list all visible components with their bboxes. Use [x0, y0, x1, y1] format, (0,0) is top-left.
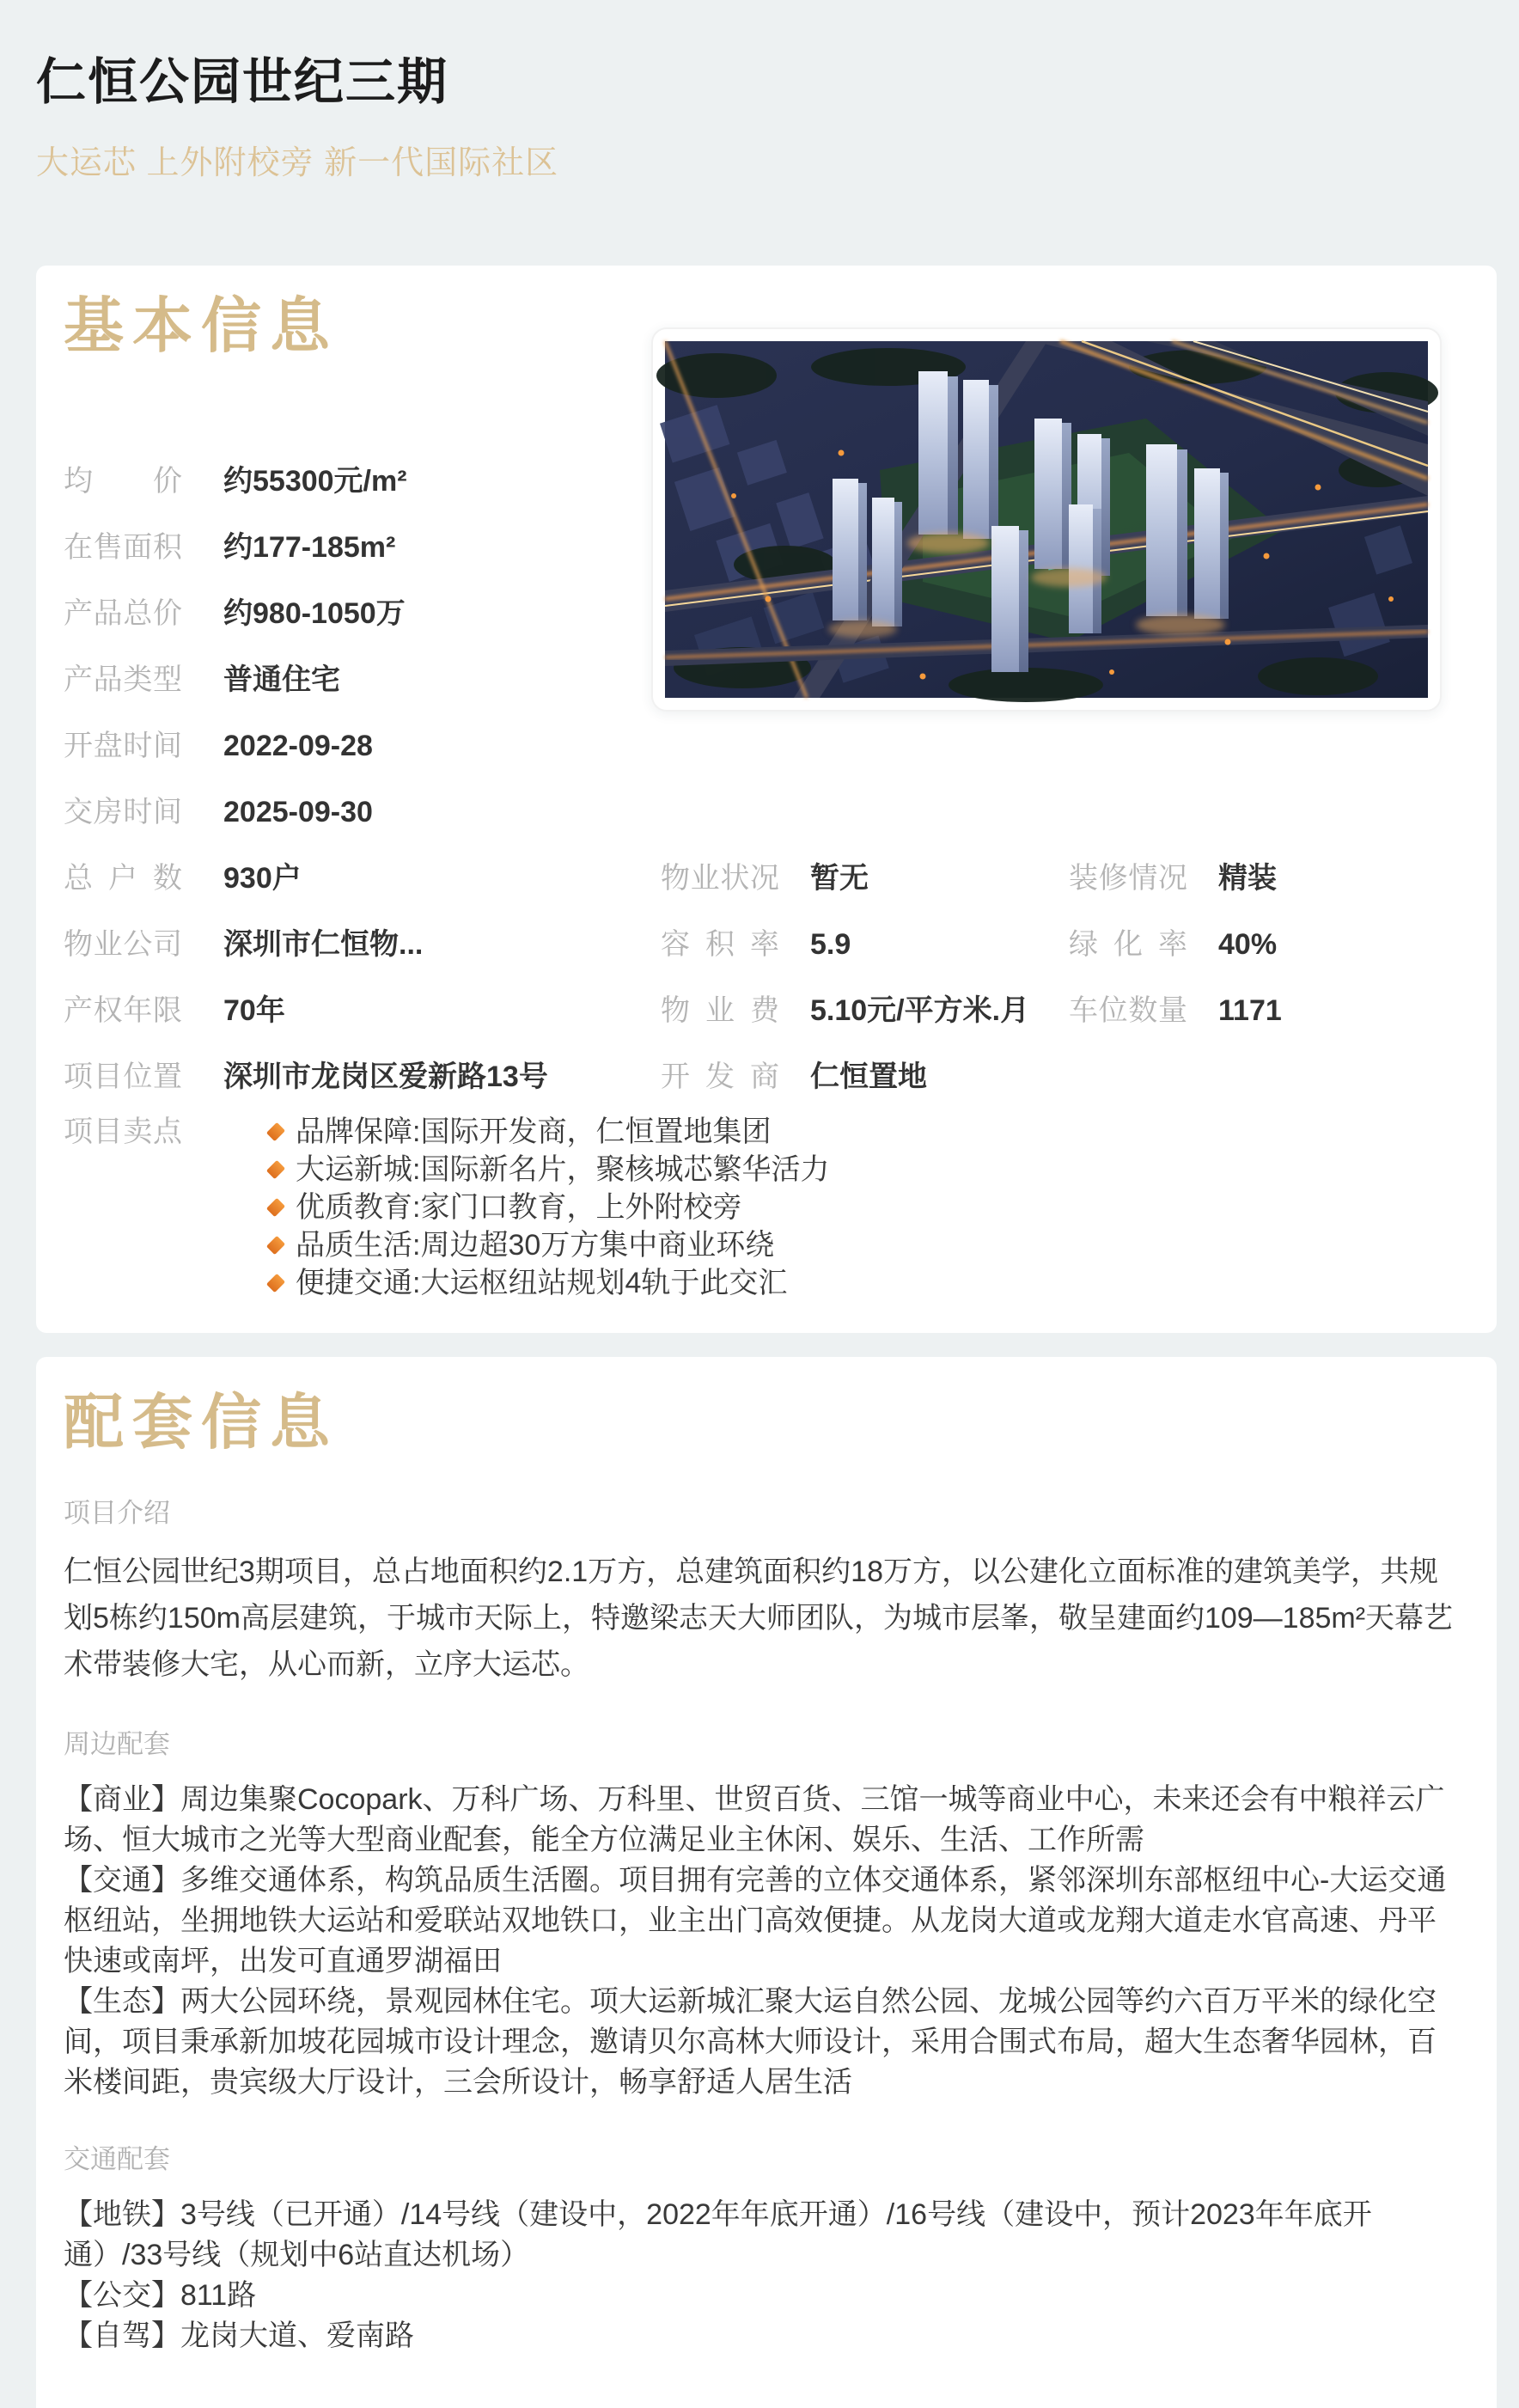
grid-row [64, 859, 1455, 899]
project-rendering-image[interactable] [651, 327, 1442, 712]
diamond-bullet-icon [266, 1160, 285, 1179]
basic-info-grid [64, 859, 1455, 1097]
field-label: 产权年限 [64, 994, 182, 1027]
field-value: 5.9 [810, 928, 851, 961]
field-value: 2025-09-30 [223, 796, 373, 828]
field-label: 容积率 [661, 928, 779, 961]
selling-point-text: 大运新城:国际新名片，聚核城芯繁华活力 [296, 1153, 830, 1186]
field-row [64, 461, 631, 502]
field-label: 物业费 [661, 994, 779, 1027]
field-label: 交房时间 [64, 796, 182, 828]
transport-text [64, 2195, 1455, 2356]
selling-points-row [64, 1113, 1455, 1302]
transport-line-drive: 【自驾】龙岗大道、爱南路 [64, 2319, 414, 2352]
field-label: 物业公司 [64, 928, 182, 961]
field-value: 精装 [1218, 862, 1277, 895]
field-value: 5.10元/平方米.月 [810, 994, 1030, 1027]
project-intro-label: 项目介绍 [64, 1498, 170, 1528]
project-intro-text: 仁恒公园世纪3期项目，总占地面积约2.1万方，总建筑面积约18万方，以公建化立面标准的建筑美学，共规划5栋约150m高层建筑，于城市天际上，特邀梁志天大师团队，为城市层峯，敬呈建面约109—185m²天幕艺术带装修大宅，从心而新，立序大运芯。 [64, 1555, 1454, 1681]
field-value: 暂无 [810, 862, 869, 895]
selling-point-text: 便捷交通:大运枢纽站规划4轨于此交汇 [296, 1267, 788, 1299]
surroundings-text [64, 1780, 1455, 2103]
selling-point-item [265, 1264, 829, 1302]
field-row [64, 660, 631, 700]
field-row [64, 792, 631, 833]
field-label: 项目位置 [64, 1060, 182, 1093]
field-label: 开盘时间 [64, 730, 182, 762]
transport-line-bus: 【公交】811路 [64, 2279, 257, 2312]
field-label: 装修情况 [1069, 862, 1187, 895]
selling-point-text: 优质教育:家门口教育，上外附校旁 [296, 1191, 742, 1224]
transport-line-metro: 【地铁】3号线（已开通）/14号线（建设中，2022年年底开通）/16号线（建设中，预计2023年年底开通）/33号线（规划中6站直达机场） [64, 2198, 1372, 2271]
diamond-bullet-icon [266, 1122, 285, 1141]
field-value: 深圳市仁恒物... [223, 928, 424, 961]
diamond-bullet-icon [266, 1274, 285, 1293]
field-value: 约177-185m² [223, 531, 396, 564]
field-value: 仁恒置地 [810, 1060, 927, 1093]
selling-point-text: 品牌保障:国际开发商，仁恒置地集团 [296, 1115, 772, 1148]
field-value: 约55300元/m² [223, 465, 407, 498]
field-label: 绿化率 [1069, 928, 1187, 961]
field-value: 深圳市龙岗区爱新路13号 [223, 1060, 548, 1093]
field-label: 产品总价 [64, 597, 182, 630]
field-value: 2022-09-28 [223, 730, 373, 762]
field-value: 约980-1050万 [223, 597, 406, 630]
grid-row [64, 925, 1455, 965]
field-value: 普通住宅 [223, 663, 340, 696]
field-label: 均价 [64, 465, 182, 498]
aerial-night-render-graphic [665, 341, 1428, 698]
grid-row [64, 991, 1455, 1031]
amenities-section-title: 配套信息 [64, 1389, 339, 1456]
selling-point-item [265, 1189, 829, 1226]
field-value: 70年 [223, 994, 285, 1027]
field-label: 产品类型 [64, 663, 182, 696]
selling-points-list [265, 1113, 829, 1302]
field-label: 车位数量 [1069, 994, 1187, 1027]
field-value: 1171 [1218, 994, 1282, 1027]
diamond-bullet-icon [266, 1198, 285, 1217]
selling-point-item [265, 1151, 829, 1189]
transport-label: 交通配套 [64, 2144, 170, 2174]
grid-row [64, 1057, 1455, 1097]
selling-point-item [265, 1226, 829, 1264]
field-label: 在售面积 [64, 531, 182, 564]
amenities-card [36, 1357, 1497, 2408]
field-value: 930户 [223, 862, 302, 895]
field-value: 40% [1218, 928, 1278, 961]
field-label: 开发商 [661, 1060, 779, 1093]
surroundings-label: 周边配套 [64, 1729, 170, 1759]
surroundings-line-traffic: 【交通】多维交通体系，构筑品质生活圈。项目拥有完善的立体交通体系，紧邻深圳东部枢纽中心-大运交通枢纽站，坐拥地铁大运站和爱联站双地铁口，业主出门高效便捷。从龙岗大道或龙翔大道走水官高速、丹平快速或南坪，出发可直通罗湖福田 [64, 1864, 1447, 1977]
field-row [64, 528, 631, 568]
page-title: 仁恒公园世纪三期 [36, 54, 449, 110]
selling-point-item [265, 1113, 829, 1151]
field-label: 总户数 [64, 862, 182, 895]
field-row [64, 594, 631, 634]
selling-point-text: 品质生活:周边超30万方集中商业环绕 [296, 1229, 775, 1262]
diamond-bullet-icon [266, 1236, 285, 1255]
field-row [64, 726, 631, 767]
surroundings-line-business: 【商业】周边集聚Cocopark、万科广场、万科里、世贸百货、三馆一城等商业中心，未来还会有中粮祥云广场、恒大城市之光等大型商业配套，能全方位满足业主休闲、娱乐、生活、工作所需 [64, 1783, 1445, 1856]
page-header [0, 0, 1519, 183]
basic-info-left-fields [64, 461, 631, 833]
basic-info-card [36, 266, 1497, 1333]
page-subtitle: 大运芯 上外附校旁 新一代国际社区 [36, 145, 559, 181]
selling-points-label: 项目卖点 [64, 1115, 182, 1148]
surroundings-line-ecology: 【生态】两大公园环绕，景观园林住宅。项大运新城汇聚大运自然公园、龙城公园等约六百万平米的绿化空间，项目秉承新加坡花园城市设计理念，邀请贝尔高林大师设计，采用合围式布局，超大生态奢华园林，百米楼间距，贵宾级大厅设计，三会所设计，畅享舒适人居生活 [64, 1985, 1437, 2099]
basic-info-section-title: 基本信息 [64, 292, 339, 359]
field-label: 物业状况 [661, 862, 779, 895]
